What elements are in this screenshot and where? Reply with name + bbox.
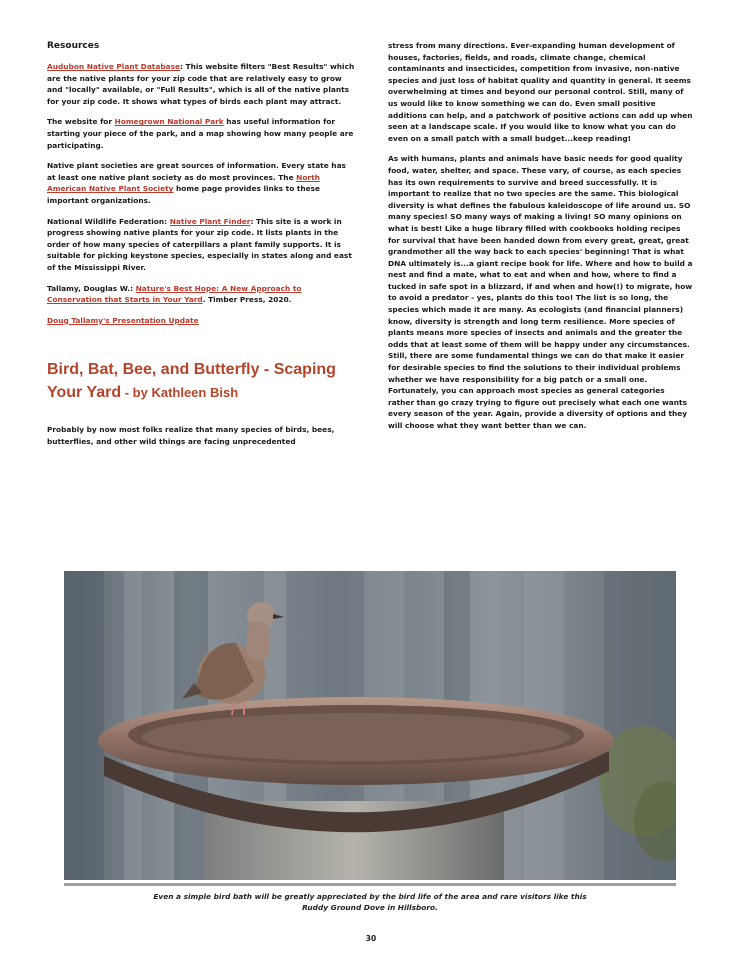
- tallamy-presentation-link[interactable]: Doug Tallamy's Presentation Update: [47, 315, 199, 325]
- resource-audubon: Audubon Native Plant Database: This website filters "Best Results" which are the native plants for your zip code that are relatively easy to grow and "locally" available, or "Full Results", which is all of the native plants for your zip code. It shows what types of birds each plant may attract.: [47, 62, 355, 106]
- page-number: 30: [365, 934, 377, 943]
- resources-heading: Resources: [47, 41, 100, 51]
- resource-tallamy-presentation: [47, 315, 357, 327]
- native-plant-finder-link[interactable]: Native Plant Finder: [169, 216, 251, 226]
- article-paragraph-2: As with humans, plants and animals have basic needs for good quality food, water, shelter, and space. These vary, of course, as each species has its own requirements to survive and breed successfully. It is important to realize that no two species are the same. This biological diversity is what defines the fabulous kaleidoscope of life around us. SO many species! SO many ways of making a living! SO many opinions on what is best! Like a huge library filled with cookbooks holding recipes for survival that have been handed down from every great, great, great grandmother all the way back to each species' beginning! That is what DNA ultimately is...a giant recipe book for life. Where and how to build a nest and find a mate, what to eat and when and how, where to find a tucked in safe spot in a blizzard, if and when and how(!) to migrate, how to avoid a predator - yes, plants do this too! The list is so long, the species which made it are many. As ecologists (and financial planners) know, diversity is strength and long term resilience. More species of plants means more species of insects and animals and the greater the odds that at least some of them will be happy under any circumstances. Still, there are some fundamental things we can do that make it easier for desirable species to find the solutions to their individual problems whether we have responsibility for a big patch or a small one. Fortunately, you can approach most species as general categories rather than go crazy trying to figure out precisely what each one wants every season of the year. Again, provide a diversity of options and they will choose what they want better than we can.: [388, 154, 693, 430]
- napns-link[interactable]: North American Native Plant Society: [47, 172, 320, 194]
- natures-best-hope-link[interactable]: Nature's Best Hope: A New Approach to Conservation that Starts in Your Yard: [47, 283, 302, 305]
- right-column: [388, 40, 693, 441]
- left-column: [47, 40, 357, 456]
- article-title: Bird, Bat, Bee, and Butterfly - Scaping Your Yard - by Kathleen Bish: [47, 361, 336, 402]
- bird-bath-photo: [64, 571, 676, 886]
- article-paragraph-1: stress from many directions. Ever-expanding human development of houses, factories, fields, and roads, climate change, chemical contaminants and insecticides, competition from invasive, non-native species and just loss of habitat quality and quantity in general. It seems overwhelming at times and beyond our personal control. Still, many of us would like to know something we can do. Even small positive additions can help, and a patchwork of positive actions can add up when seen at a landscape scale. If you would like to know what you can do even on a small patch with a small budget...keep reading!: [388, 41, 693, 143]
- resource-nwf: National Wildlife Federation: Native Plant Finder: This site is a work in progress showing native plants for your zip code. It lists plants in the order of how many species of caterpillars a plant family supports. It is suitable for picking keystone species, especially in states along and east of the Mississippi River.: [47, 216, 352, 272]
- article-byline: - by Kathleen Bish: [121, 385, 239, 401]
- photo-caption: Even a simple bird bath will be greatly appreciated by the bird life of the area and rare visitors like this Ruddy Ground Dove in Hillsboro.: [153, 892, 587, 912]
- resource-tallamy-book: Tallamy, Douglas W.: Nature's Best Hope: A New Approach to Conservation that Starts in Your Yard. Timber Press, 2020.: [47, 283, 302, 305]
- audubon-link[interactable]: Audubon Native Plant Database: [47, 62, 181, 71]
- bird-bath-image: [64, 571, 676, 880]
- resource-native-societies: Native plant societies are great sources of information. Every state has at least one native plant society as do most provinces. The North American Native Plant Society home page provides links to these important organizations.: [47, 161, 346, 205]
- article-intro: Probably by now most folks realize that many species of birds, bees, butterflies, and other wild things are facing unprecedented: [47, 425, 335, 446]
- homegrown-link[interactable]: Homegrown National Park: [114, 117, 224, 127]
- resource-homegrown: The website for Homegrown National Park has useful information for starting your piece of the park, and a map showing how many people are participating.: [47, 117, 354, 150]
